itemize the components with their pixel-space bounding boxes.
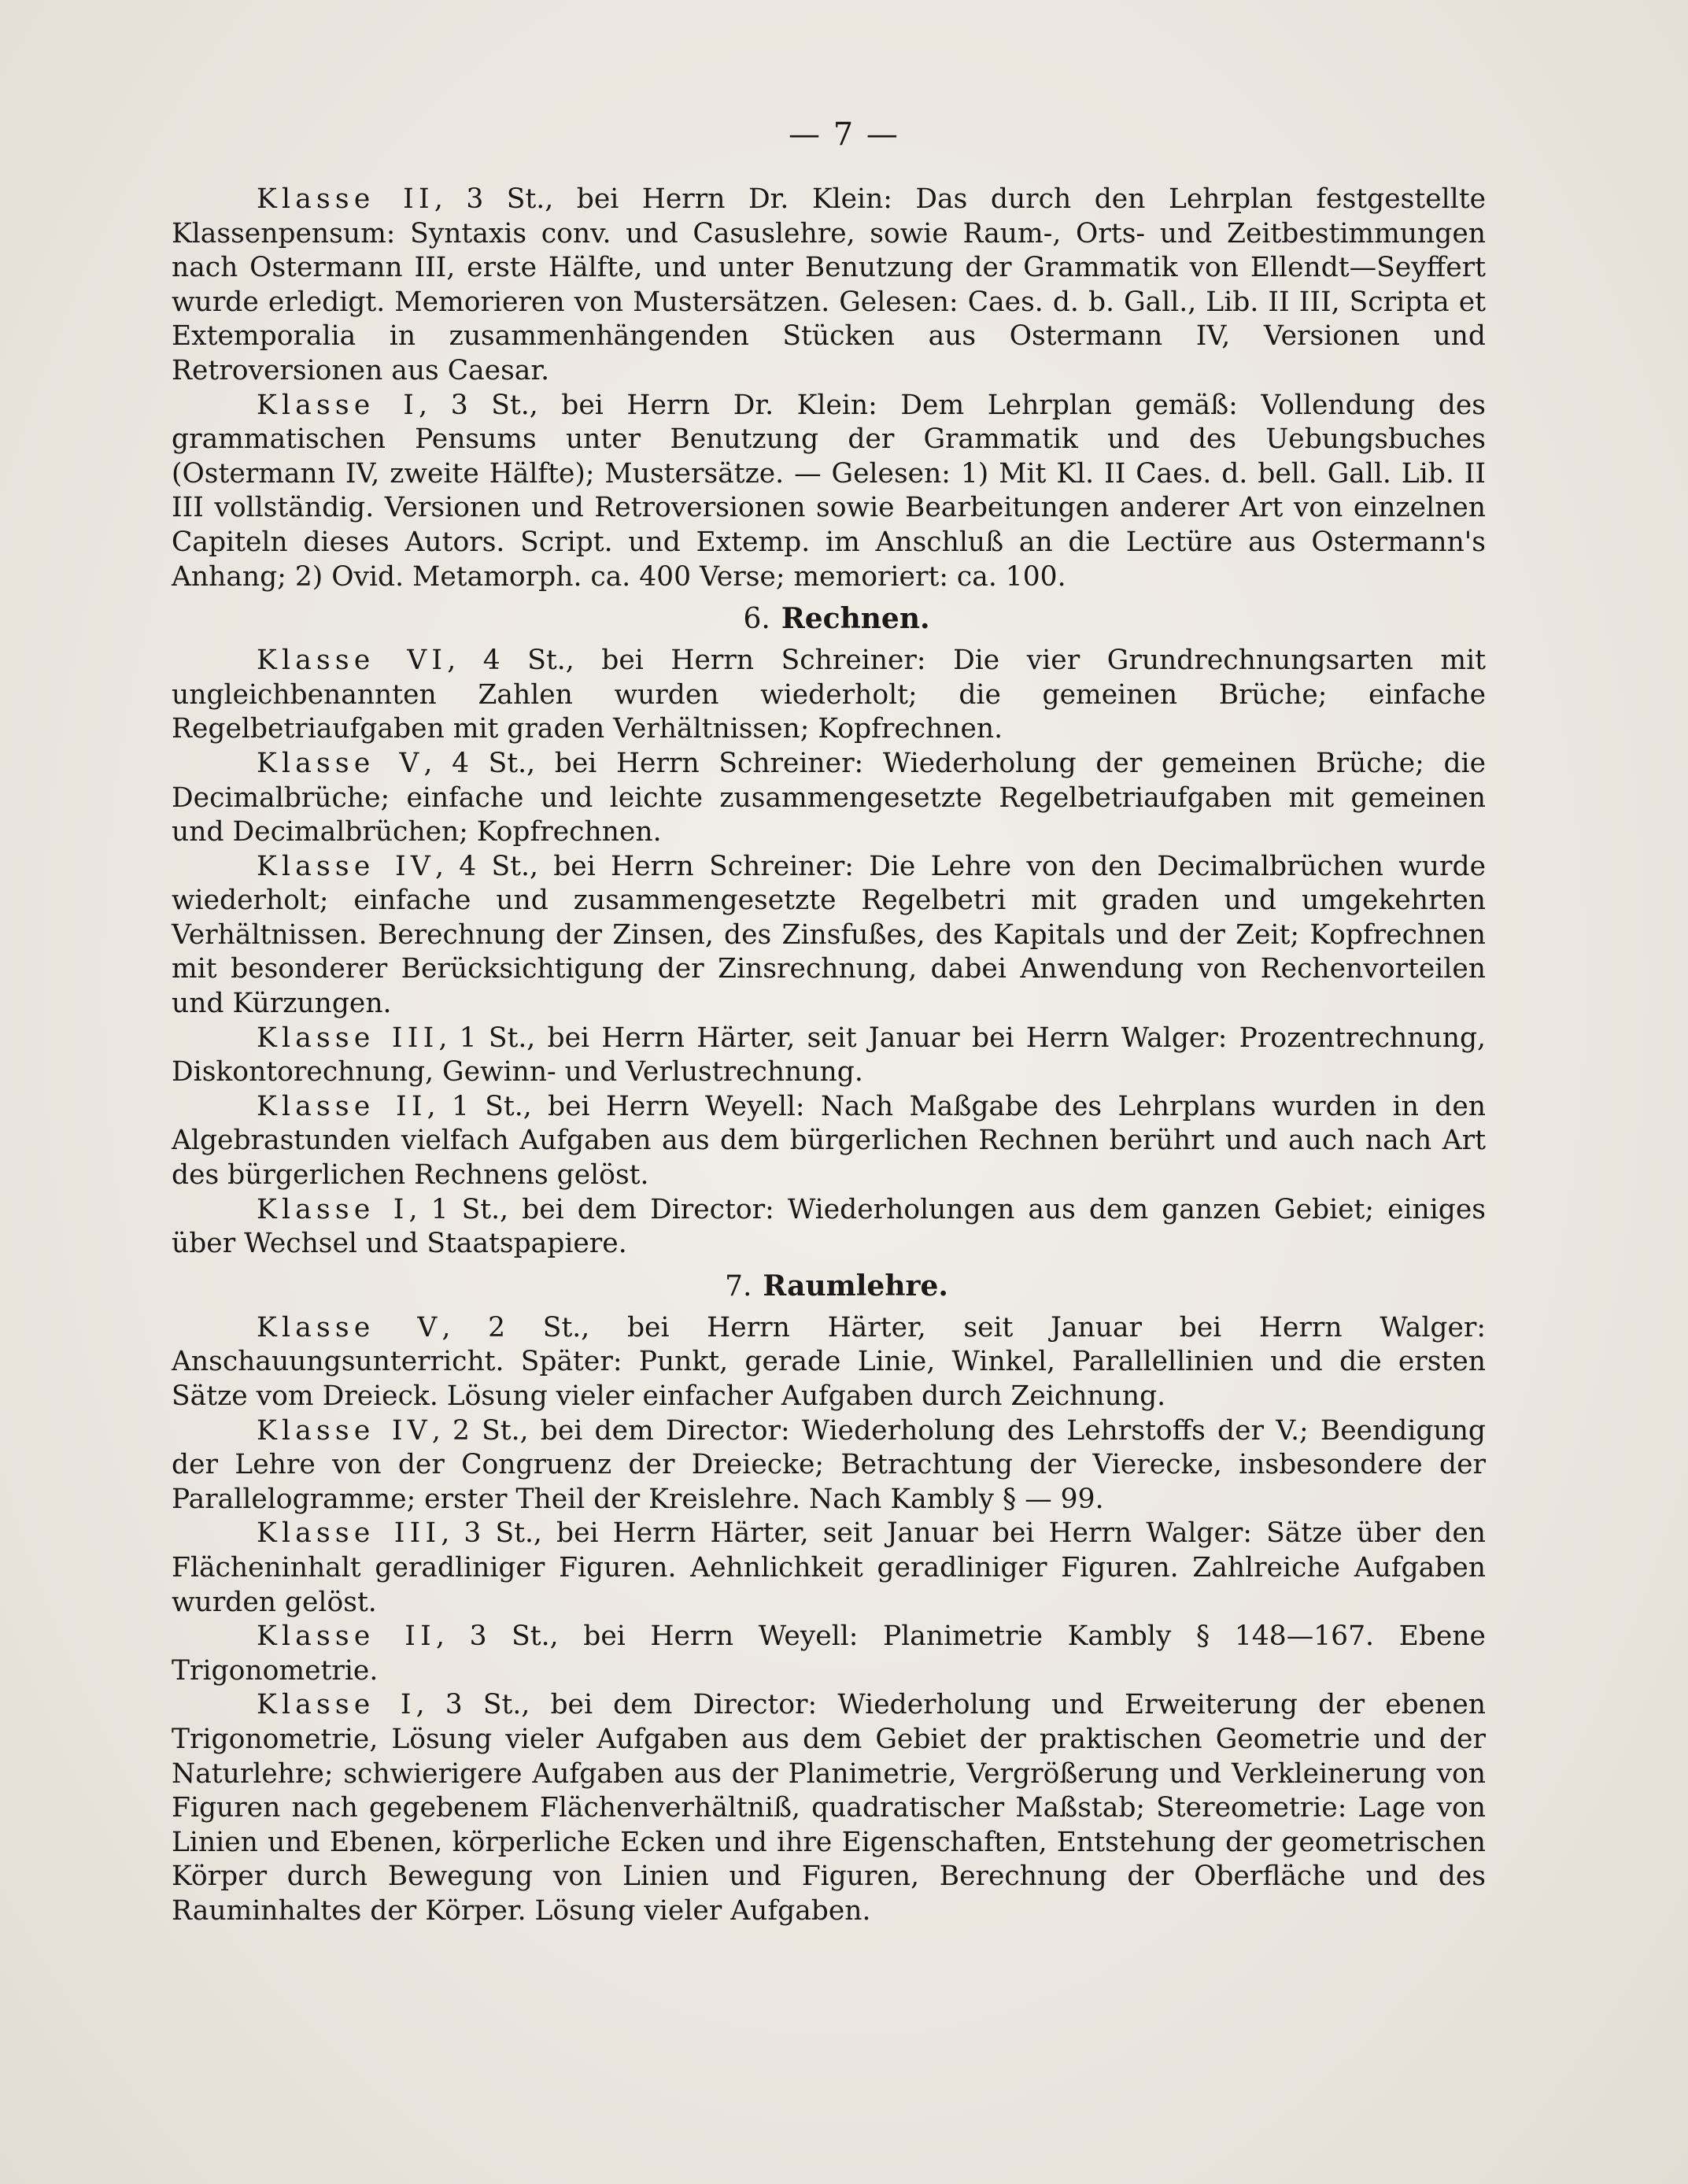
class-paragraph (172, 1022, 1486, 1090)
section-title: Rechnen. (781, 602, 930, 636)
section-heading (172, 594, 1486, 644)
paragraph-text: , 3 St., bei Herrn Weyell: Planimetrie Kambly § 148—167. Ebene Trigonometrie. (172, 1620, 1486, 1687)
paragraph-text: , 2 St., bei dem Director: Wiederholung des Lehrstoffs der V.; Beendigung der Lehre von der Congruenz der Dreiecke; Betrachtung der Vierecke, insbesondere der Parallelogramme; erster Theil der Kreislehre. Nach Kambly § — 99. (172, 1414, 1487, 1515)
paragraph-text: , 3 St., bei Herrn Härter, seit Januar bei Herrn Walger: Sätze über den Flächeninhalt geradliniger Figuren. Aehnlichkeit geradliniger Figuren. Zahlreiche Aufgaben wurden gelöst. (172, 1517, 1486, 1618)
paragraph-text: , 4 St., bei Herrn Schreiner: Die vier Grundrechnungsarten mit ungleichbenannten Zahlen wurden wiederholt; die gemeinen Brüche; einfache Regelbetriaufgaben mit graden Verhältnissen; Kopfrechnen. (172, 645, 1486, 745)
paragraph-text: , 3 St., bei dem Director: Wiederholung und Erweiterung der ebenen Trigonometrie, Lösung vieler Aufgaben aus dem Gebiet der praktischen Geometrie und der Naturlehre; schwierigere Aufgaben aus der Planimetrie, Vergrößerung und Verkleinerung von Figuren nach gegebenem Flächenverhältniß, quadratischer Maßstab; Stereometrie: Lage von Linien und Ebenen, körperliche Ecken und ihre Eigenschaften, Entstehung der geometrischen Körper durch Bewegung von Linien und Figuren, Berechnung der Oberfläche und des Rauminhaltes der Körper. Lösung vieler Aufgaben. (172, 1689, 1486, 1927)
class-paragraph (172, 389, 1486, 595)
class-label: Klasse I (257, 1689, 416, 1721)
paragraph-text: , 4 St., bei Herrn Schreiner: Die Lehre von den Decimalbrüchen wurde wiederholt; einfache und zusammengesetzte Regelbetri mit graden und umgekehrten Verhältnissen. Berechnung der Zinsen, des Zinsfußes, des Kapitals und der Zeit; Kopfrechnen mit besonderer Berücksichtigung der Zinsrechnung, dabei Anwendung von Rechenvorteilen und Kürzungen. (172, 850, 1486, 1020)
class-label: Klasse III (257, 1022, 439, 1054)
class-label: Klasse II (257, 1090, 427, 1122)
paragraph-text: , 3 St., bei Herrn Dr. Klein: Dem Lehrplan gemäß: Vollendung des grammatischen Pensums unter Benutzung der Grammatik und des Uebungsbuches (Ostermann IV, zweite Hälfte); Mustersätze. — Gelesen: 1) Mit Kl. II Caes. d. bell. Gall. Lib. II III vollständig. Versionen und Retroversionen sowie Bearbeitungen anderer Art von einzelnen Capiteln dieses Autors. Script. und Extemp. im Anschluß an die Lectüre aus Ostermann's Anhang; 2) Ovid. Metamorph. ca. 400 Verse; memoriert: ca. 100. (172, 389, 1486, 593)
class-label: Klasse V (257, 747, 424, 779)
class-label: Klasse I (257, 1193, 409, 1225)
paragraph-text: , 1 St., bei Herrn Weyell: Nach Maßgabe des Lehrplans wurden in den Algebrastunden vielfach Aufgaben aus dem bürgerlichen Rechnen berührt und auch nach Art des bürgerlichen Rechnens gelöst. (172, 1090, 1486, 1192)
class-paragraph (172, 850, 1486, 1022)
paragraph-text: , 1 St., bei dem Director: Wiederholungen aus dem ganzen Gebiet; einiges über Wechsel und Staatspapiere. (172, 1193, 1486, 1260)
class-paragraph (172, 644, 1486, 747)
class-label: Klasse IV (257, 850, 435, 882)
class-label: Klasse III (257, 1517, 441, 1550)
class-paragraph (172, 1688, 1486, 1928)
class-label: Klasse VI (257, 645, 448, 677)
section-heading (172, 1262, 1486, 1311)
paragraph-text: , 4 St., bei Herrn Schreiner: Wiederholung der gemeinen Brüche; die Decimalbrüche; einfache und leichte zusammengesetzte Regelbetriaufgaben mit gemeinen und Decimalbrüchen; Kopfrechnen. (172, 747, 1486, 848)
class-paragraph (172, 1517, 1486, 1620)
class-paragraph (172, 1620, 1486, 1688)
class-paragraph (172, 1414, 1486, 1517)
class-label: Klasse II (257, 1620, 436, 1653)
paragraph-text: , 2 St., bei Herrn Härter, seit Januar bei Herrn Walger: Anschauungsunterricht. Später: Punkt, gerade Linie, Winkel, Parallellinien und die ersten Sätze vom Dreieck. Lösung vieler einfacher Aufgaben durch Zeichnung. (172, 1311, 1486, 1412)
section-number: 6. (743, 603, 770, 636)
page-body (172, 183, 1486, 1929)
class-label: Klasse II (257, 183, 434, 215)
class-paragraph (172, 1090, 1486, 1193)
section-number: 7. (725, 1269, 752, 1303)
section-title: Raumlehre. (763, 1269, 948, 1303)
class-label: Klasse I (257, 389, 419, 421)
page-number: — 7 — (789, 116, 899, 153)
paragraph-text: , 1 St., bei Herrn Härter, seit Januar bei Herrn Walger: Prozentrechnung, Diskontorechnung, Gewinn- und Verlustrechnung. (172, 1022, 1486, 1088)
class-paragraph (172, 183, 1486, 389)
class-paragraph (172, 747, 1486, 850)
paragraph-text: , 3 St., bei Herrn Dr. Klein: Das durch den Lehrplan festgestellte Klassenpensum: Syntaxis conv. und Casuslehre, sowie Raum-, Orts- und Zeitbestimmungen nach Ostermann III, erste Hälfte, und unter Benutzung der Grammatik von Ellendt—Seyffert wurde erledigt. Memorieren von Mustersätzen. Gelesen: Caes. d. b. Gall., Lib. II III, Scripta et Extemporalia in zusammenhängenden Stücken aus Ostermann IV, Versionen und Retroversionen aus Caesar. (172, 183, 1486, 386)
class-label: Klasse V (257, 1311, 442, 1343)
class-paragraph (172, 1311, 1486, 1414)
class-paragraph (172, 1193, 1486, 1262)
class-label: Klasse IV (257, 1414, 432, 1447)
